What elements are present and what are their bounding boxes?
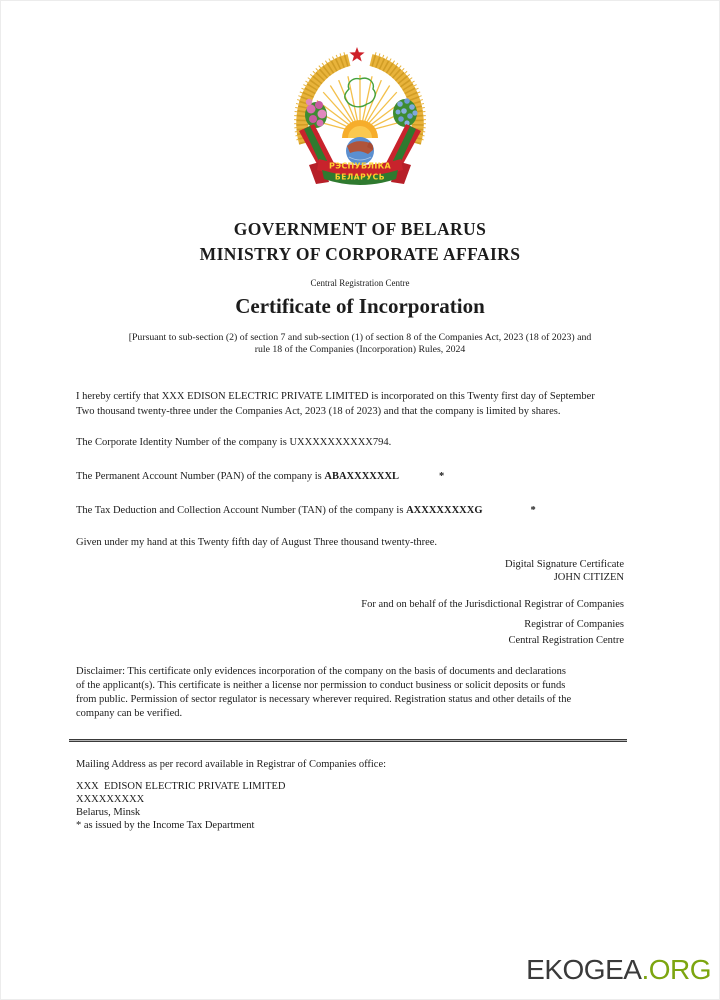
cin-value: UXXXXXXXXXX794. [289,437,392,448]
pursuant-line-2: rule 18 of the Companies (Incorporation) Rules, 2024 [254,343,466,355]
disclaimer-line-3: from public. Permission of sector regulator is necessary wherever required. Registration status and other details of the [76,694,572,705]
certify-paragraph [76,389,636,419]
mailing-location: Belarus, Minsk [76,807,141,818]
certify-line-1: I hereby certify that XXX EDISON ELECTRIC PRIVATE LIMITED is incorporated on this Twenty first day of September [76,391,595,402]
mailing-footnote: * as issued by the Income Tax Department [76,820,255,831]
banner-text-line2: БЕЛАРУСЬ [334,172,386,182]
tan-asterisk: * [530,505,536,516]
watermark-logo [526,954,711,986]
pursuant-line-1: [Pursuant to sub-section (2) of section 7 and sub-section (1) of section 8 of the Companies Act, 2023 (18 of 2023) and [128,332,592,343]
registration-centre-line: Central Registration Centre [508,635,624,646]
mailing-address-masked: XXXXXXXXX [76,794,145,805]
ribbon-banner-icon [317,159,403,185]
tan-line [76,503,636,518]
section-divider [69,739,627,742]
government-heading: GOVERNMENT OF BELARUS [233,219,487,239]
digital-signature-block [76,558,624,584]
watermark-name: EKOGEA [526,954,642,985]
disclaimer-line-2: of the applicant(s). This certificate is neither a license nor permission to conduct business or solicit deposits or funds [76,680,566,691]
on-behalf-line: For and on behalf of the Jurisdictional Registrar of Companies [361,599,624,610]
watermark-tld: .ORG [641,954,711,985]
tan-prefix: The Tax Deduction and Collection Account Number (TAN) of the company is [76,505,407,516]
cin-line [76,435,636,450]
registration-centre-subtitle: Central Registration Centre [310,278,410,288]
signer-name: JOHN CITIZEN [553,572,624,583]
certificate-title: Certificate of Incorporation [235,294,485,318]
mailing-address-block [76,780,636,832]
cin-prefix: The Corporate Identity Number of the company is [76,437,290,448]
tan-value: AXXXXXXXXG [406,505,483,516]
pan-prefix: The Permanent Account Number (PAN) of the company is [76,471,325,482]
given-under-line: Given under my hand at this Twenty fifth day of August Three thousand twenty-three. [76,537,438,548]
pan-value: ABAXXXXXXL [324,471,400,482]
banner-text-line1: РЭСПУБЛІКА [329,161,391,171]
disclaimer-paragraph [76,665,636,721]
disclaimer-line-4: company can be verified. [76,708,183,719]
certify-line-2: Two thousand twenty-three under the Companies Act, 2023 (18 of 2023) and that the company is limited by shares. [76,406,561,417]
pursuant-clause [1,332,719,355]
pan-asterisk: * [439,471,445,482]
mailing-heading: Mailing Address as per record available in Registrar of Companies office: [76,759,387,770]
pan-line [76,469,636,484]
registrar-line: Registrar of Companies [524,619,624,630]
digital-signature-label: Digital Signature Certificate [505,559,624,570]
disclaimer-line-1: Disclaimer: This certificate only evidences incorporation of the company on the basis of documents and declarations [76,666,566,677]
ministry-heading: MINISTRY OF CORPORATE AFFAIRS [199,244,521,264]
red-star-icon [349,47,364,62]
belarus-coat-of-arms-icon [289,45,431,185]
mailing-company: XXX EDISON ELECTRIC PRIVATE LIMITED [76,781,286,792]
